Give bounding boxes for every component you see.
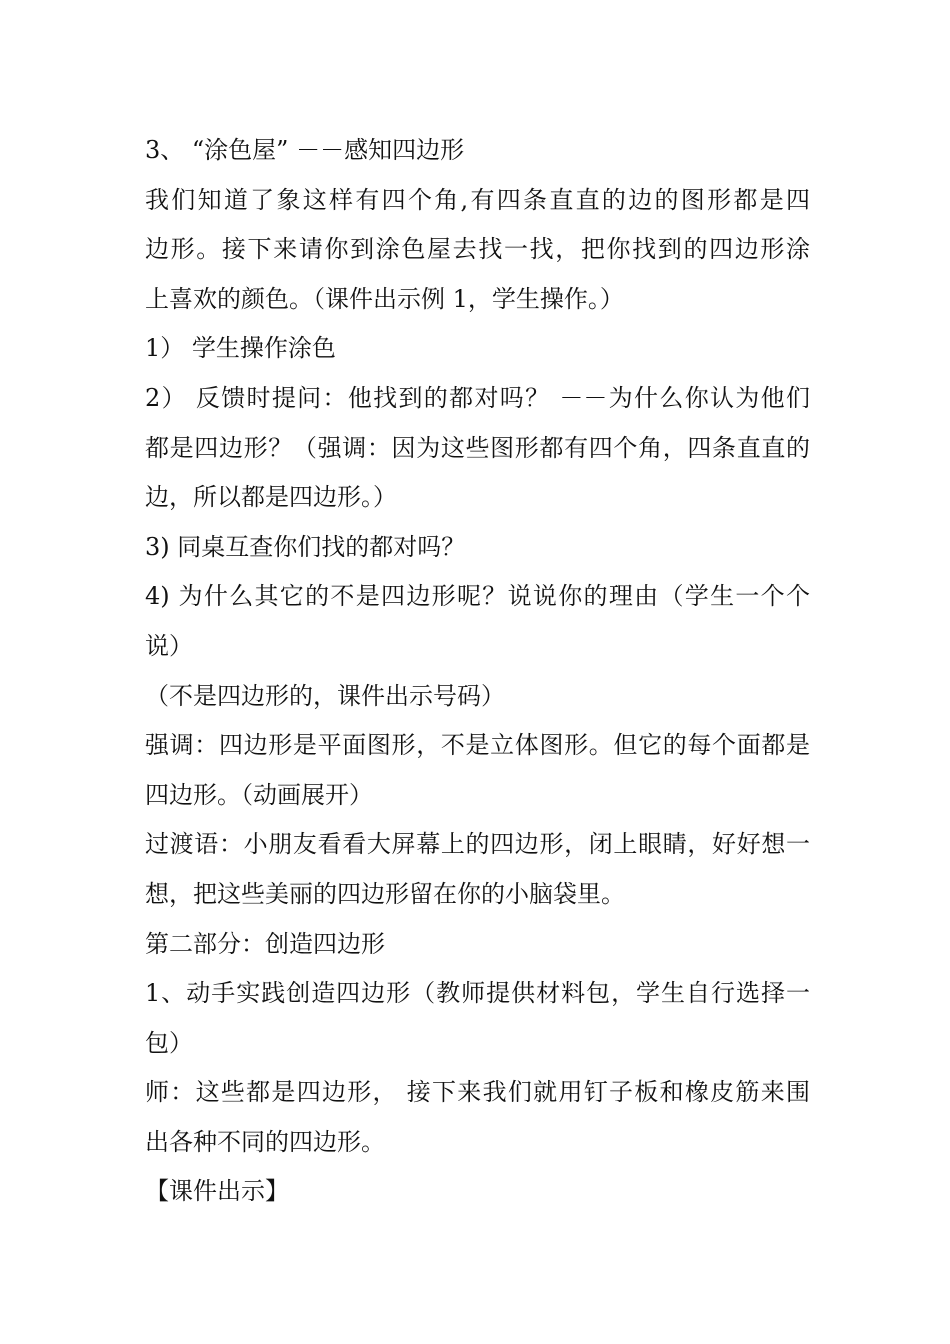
list-item: 2） 反馈时提问：他找到的都对吗？ －－为什么你认为他们 [145, 383, 810, 412]
document-body [145, 126, 810, 1217]
list-item: 4) 为什么其它的不是四边形呢？说说你的理由（学生一个个 [145, 582, 810, 611]
paragraph-line: 【课件出示】 [145, 1177, 289, 1206]
list-item: 3) 同桌互查你们找的都对吗？ [145, 532, 466, 561]
list-item: 1） 学生操作涂色 [145, 334, 336, 363]
paragraph-line: 师：这些都是四边形， 接下来我们就用钉子板和橡皮筋来围 [145, 1078, 810, 1107]
paragraph-line: 想，把这些美丽的四边形留在你的小脑袋里。 [145, 879, 625, 908]
section-heading: 3、 “涂色屋” －－感知四边形 [145, 136, 465, 164]
paragraph-line: 强调：四边形是平面图形，不是立体图形。但它的每个面都是 [145, 731, 810, 760]
paragraph-line: （不是四边形的，课件出示号码） [145, 681, 505, 710]
paragraph-line: 包） [145, 1028, 193, 1057]
list-item: 1、动手实践创造四边形（教师提供材料包，学生自行选择一 [145, 979, 810, 1008]
paragraph-line: 出各种不同的四边形。 [145, 1127, 385, 1156]
paragraph-line: 过渡语：小朋友看看大屏幕上的四边形，闭上眼睛，好好想一 [145, 830, 810, 859]
paragraph-line: 四边形。（动画展开） [145, 780, 373, 809]
paragraph-line: 上喜欢的颜色。（课件出示例 1，学生操作。） [145, 284, 624, 313]
paragraph-line: 边形。接下来请你到涂色屋去找一找，把你找到的四边形涂 [145, 235, 810, 264]
paragraph-line: 我们知道了象这样有四个角,有四条直直的边的图形都是四 [145, 185, 810, 214]
paragraph-line: 边，所以都是四边形。） [145, 483, 397, 512]
paragraph-line: 都是四边形？（强调：因为这些图形都有四个角，四条直直的 [145, 433, 810, 462]
section-heading: 第二部分：创造四边形 [145, 929, 385, 958]
paragraph-line: 说） [145, 631, 193, 660]
